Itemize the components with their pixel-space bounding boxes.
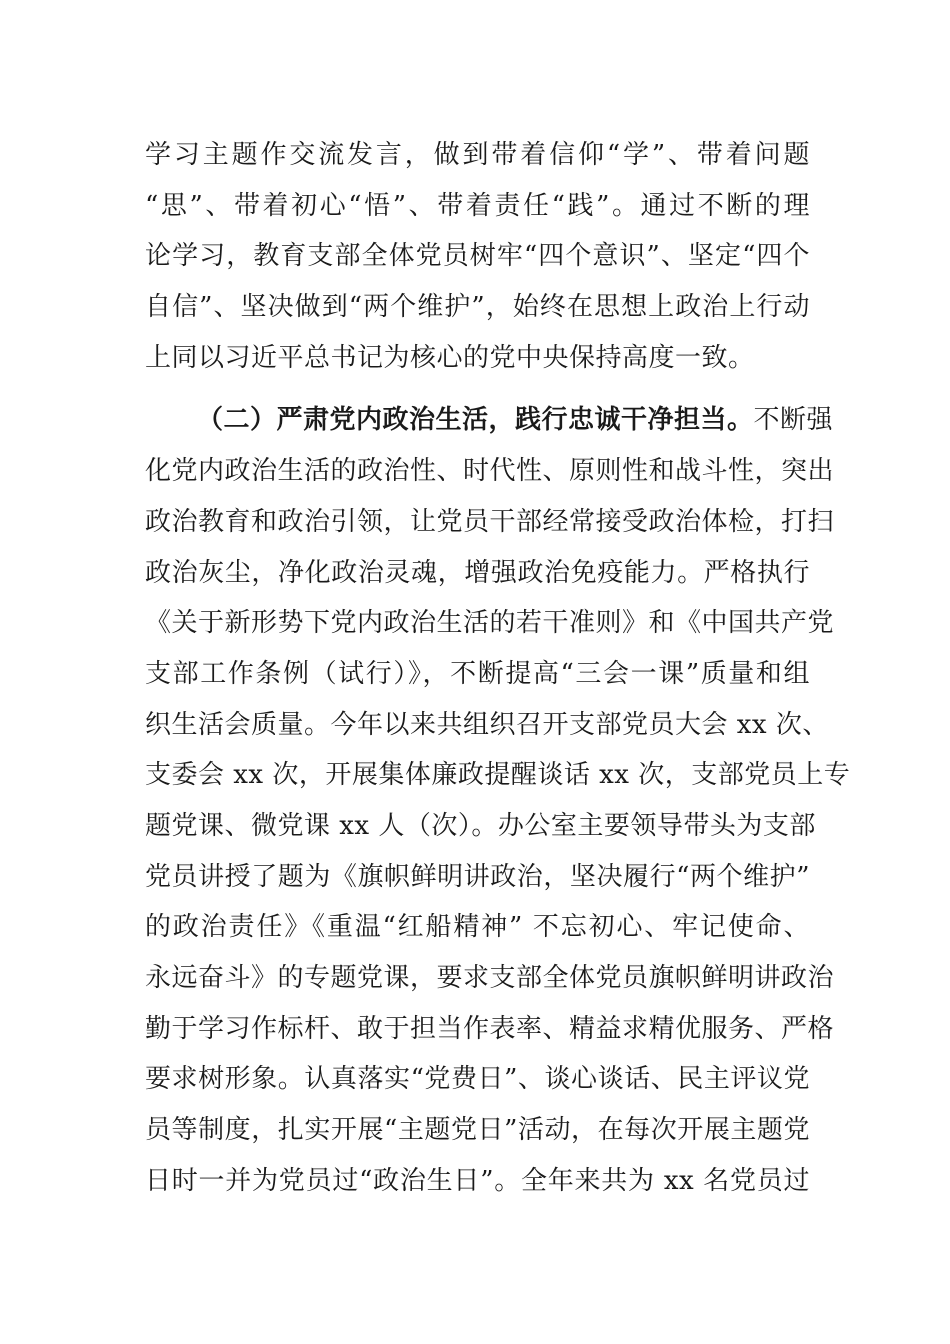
paragraph-gap <box>145 383 810 395</box>
paragraph-2-line-16: 日时一并为党员过“政治生日”。全年来共为 xx 名党员过 <box>145 1165 810 1196</box>
paragraph-2-line-6: 支部工作条例（试行）》，不断提高“三会一课”质量和组 <box>145 658 810 689</box>
paragraph-2-line-5: 《关于新形势下党内政治生活的若干准则》和《中国共产党 <box>145 608 835 639</box>
paragraph-2-line-3: 政治教育和政治引领，让党员干部经常接受政治体检，打扫 <box>145 506 835 537</box>
paragraph-1-line-3: 论学习，教育支部全体党员树牢“四个意识”、坚定“四个 <box>145 241 810 272</box>
section-heading-continuation: 不断强 <box>753 405 834 436</box>
paragraph-2-line-11: 的政治责任》《重温“红船精神” 不忘初心、牢记使命、 <box>145 912 810 943</box>
paragraph-1-line-5: 上同以习近平总书记为核心的党中央保持高度一致。 <box>145 342 755 373</box>
paragraph-1 <box>145 130 810 383</box>
paragraph-1-line-2: “思”、带着初心“悟”、带着责任“践”。通过不断的理 <box>145 190 810 221</box>
paragraph-2-line-15: 员等制度，扎实开展“主题党日”活动，在每次开展主题党 <box>145 1115 810 1146</box>
paragraph-2-line-8: 支委会 xx 次，开展集体廉政提醒谈话 xx 次，支部党员上专 <box>145 760 851 791</box>
paragraph-2-line-13: 勤于学习作标杆、敢于担当作表率、精益求精优服务、严格 <box>145 1013 835 1044</box>
paragraph-2-line-14: 要求树形象。认真落实“党费日”、谈心谈话、民主评议党 <box>145 1064 810 1095</box>
paragraph-2-line-10: 党员讲授了题为《旗帜鲜明讲政治，坚决履行“两个维护” <box>145 861 810 892</box>
paragraph-2-line-1 <box>145 395 834 446</box>
paragraph-2-line-4: 政治灰尘，净化政治灵魂，增强政治免疫能力。严格执行 <box>145 557 810 588</box>
paragraph-2 <box>145 395 851 1206</box>
paragraph-2-line-7: 织生活会质量。今年以来共组织召开支部党员大会 xx 次、 <box>145 709 829 740</box>
paragraph-1-line-1: 学习主题作交流发言，做到带着信仰“学”、带着问题 <box>145 140 810 170</box>
paragraph-1-line-4: 自信”、坚决做到“两个维护”，始终在思想上政治上行动 <box>145 292 810 323</box>
document-body <box>145 130 851 1206</box>
paragraph-2-line-12: 永远奋斗》的专题党课，要求支部全体党员旗帜鲜明讲政治 <box>145 963 835 993</box>
paragraph-2-line-2: 化党内政治生活的政治性、时代性、原则性和战斗性，突出 <box>145 456 835 487</box>
section-heading: （二）严肃党内政治生活，践行忠诚干净担当。 <box>197 405 754 436</box>
paragraph-2-line-9: 题党课、微党课 xx 人（次）。办公室主要领导带头为支部 <box>145 810 816 841</box>
